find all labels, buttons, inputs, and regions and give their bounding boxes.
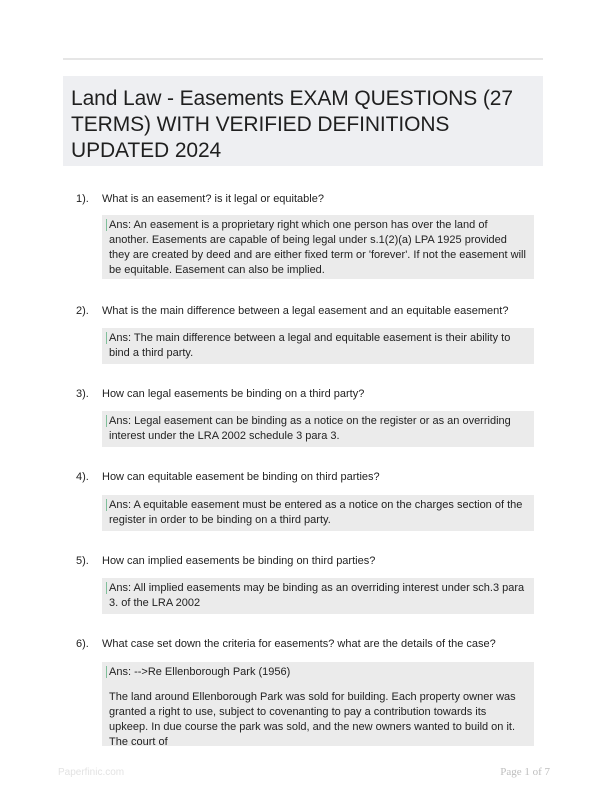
question-number: 5). bbox=[76, 555, 89, 567]
answer-marker bbox=[106, 582, 107, 594]
title-box bbox=[63, 76, 543, 166]
question-number: 1). bbox=[76, 193, 89, 205]
answer-text: Ans: All implied easements may be binding as an overriding interest under sch.3 para 3. of the LRA 2002 bbox=[109, 582, 525, 609]
top-divider bbox=[63, 58, 543, 60]
answer-marker bbox=[106, 499, 107, 511]
footer-watermark: Paperfinic.com bbox=[58, 767, 125, 778]
question-number: 2). bbox=[76, 305, 89, 317]
answer-box bbox=[102, 495, 534, 531]
question-text: How can legal easements be binding on a third party? bbox=[102, 388, 365, 400]
answer-marker bbox=[106, 332, 107, 344]
question-number: 6). bbox=[76, 638, 89, 650]
question-text: How can equitable easement be binding on third parties? bbox=[102, 471, 380, 483]
answer-paragraph: The land around Ellenborough Park was sold for building. Each property owner was granted a right to use, subject to covenanting to pay a contribution towards its upkeep. In due course the park was sold, and the new owners wanted to build on it. The court of bbox=[109, 691, 516, 748]
answer-box bbox=[102, 411, 534, 447]
question-text: How can implied easements be binding on third parties? bbox=[102, 555, 376, 567]
page-number: Page 1 of 7 bbox=[500, 766, 550, 778]
question-text: What case set down the criteria for easements? what are the details of the case? bbox=[102, 638, 496, 650]
answer-marker bbox=[106, 415, 107, 427]
answer-text: Ans: Legal easement can be binding as a notice on the register or as an overriding interest under the LRA 2002 schedule 3 para 3. bbox=[109, 415, 511, 442]
answer-text: Ans: The main difference between a legal and equitable easement is their ability to bind a third party. bbox=[109, 332, 511, 359]
answer-marker bbox=[106, 219, 107, 231]
answer-box bbox=[102, 328, 534, 364]
answer-box bbox=[102, 578, 534, 614]
answer-text: Ans: An easement is a proprietary right which one person has over the land of another. Easements are capable of being legal under s.1(2)(a) LPA 1925 provided they are created by deed and are either fixed term or 'forever'. If not the easement will be equitable. Easement can also be implied. bbox=[109, 219, 526, 276]
document-title: Land Law - Easements EXAM QUESTIONS (27 TERMS) WITH VERIFIED DEFINITIONS UPDATED 2024 bbox=[71, 87, 513, 162]
question-text: What is the main difference between a legal easement and an equitable easement? bbox=[102, 305, 509, 317]
question-number: 4). bbox=[76, 471, 89, 483]
question-number: 3). bbox=[76, 388, 89, 400]
question-text: What is an easement? is it legal or equitable? bbox=[102, 193, 324, 205]
answer-text: Ans: A equitable easement must be entered as a notice on the charges section of the register in order to be binding on a third party. bbox=[109, 499, 523, 526]
answer-marker bbox=[106, 666, 107, 678]
answer-box bbox=[102, 662, 534, 746]
answer-box bbox=[102, 215, 534, 279]
answer-text: Ans: -->Re Ellenborough Park (1956) bbox=[109, 666, 291, 678]
